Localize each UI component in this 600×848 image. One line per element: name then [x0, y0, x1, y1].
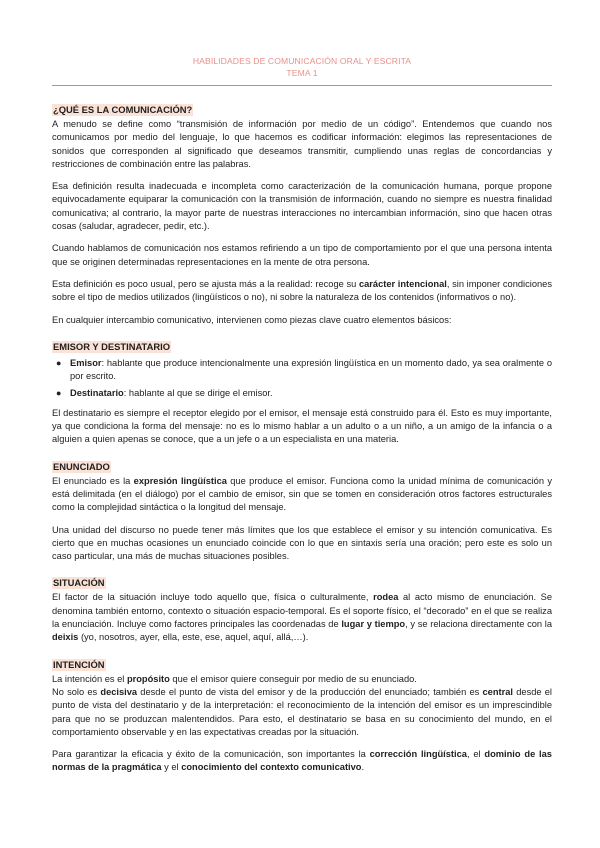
text-run: El factor de la situación incluye todo aquello que, física o culturalmente,: [52, 592, 374, 603]
text-run: , y se relaciona directamente con la: [405, 619, 552, 630]
text-run: , el: [466, 749, 485, 760]
paragraph: Cuando hablamos de comunicación nos estamos refiriendo a un tipo de comportamiento por el que una persona intenta que se originen determinadas representaciones en la mente de otra persona.: [52, 243, 552, 267]
bold-term: Destinatario: [70, 388, 124, 399]
section-heading: EMISOR Y DESTINATARIO: [53, 340, 171, 352]
bold-term: corrección lingüística: [369, 749, 467, 760]
bold-term: lugar y tiempo: [341, 619, 406, 630]
bold-term: decisiva: [100, 686, 138, 697]
paragraph: [52, 591, 552, 644]
text-run: El enunciado es la: [52, 475, 134, 486]
paragraph: A menudo se define como “transmisión de información por medio de un código”. Entendemos que cuando nos comunicamos por medio del lenguaje, lo que hacemos es codificar información: elegimos las representaciones de sonidos que corresponden al significado que deseamos transmitir, cumpliendo unas reglas de concordancias y restricciones de combinación entre las palabras.: [52, 119, 552, 169]
document-header: [52, 55, 552, 79]
text-run: y el: [161, 762, 182, 773]
paragraph: En cualquier intercambio comunicativo, intervienen como piezas clave cuatro elementos básicos:: [52, 314, 452, 325]
bold-term: Emisor: [70, 357, 102, 368]
section-communication: [52, 100, 552, 327]
text-run: : hablante que produce intencionalmente una expresión lingüística en un momento dado, ya sea oralmente o por escrito.: [70, 357, 552, 382]
paragraph: [52, 686, 552, 739]
header-divider: [52, 85, 552, 86]
paragraph: El destinatario es siempre el receptor elegido por el emisor, el mensaje está construido para él. Esto es muy importante, ya que condiciona la forma del mensaje: no es lo mismo hablar a un adulto o a un niño, a un amigo de la infancia o a alguien a quien apenas se conoce, que a un jefe o a un especialista en una materia.: [52, 407, 552, 445]
bold-term: carácter intencional: [358, 278, 447, 289]
bullet-icon: ●: [56, 388, 62, 399]
section-intention: [52, 655, 552, 775]
section-utterance: [52, 457, 552, 564]
paragraph: [52, 475, 552, 515]
bold-term: dominio de las normas de la pragmática: [52, 749, 552, 773]
text-run: Esta definición es poco usual, pero se ajusta más a la realidad: recoge su: [52, 278, 359, 289]
text-run: , sin imponer condiciones sobre el tipo de medios utilizados (lingüísticos o no), ni sobre la naturaleza de los contenidos (informativos o no).: [52, 278, 552, 303]
paragraph: [52, 278, 552, 305]
bold-term: propósito: [126, 673, 170, 684]
text-run: al acto mismo de enunciación. Se denomina también entorno, contexto o situación espacio-temporal. Es el soporte físico, el “decorado” en el que se realiza la enunciación. Incluye como factores principales las coordenadas de: [52, 592, 552, 630]
text-run: que produce el emisor. Funciona como la unidad mínima de comunicación y está delimitada (en el diálogo) por el cambio de emisor, sin que se tomen en consideración otros factores estructurales como la complejidad sintáctica o la longitud del mensaje.: [52, 475, 553, 513]
text-run: La intención es el: [52, 673, 127, 684]
section-heading: SITUACIÓN: [53, 577, 105, 589]
bold-term: expresión lingüística: [133, 475, 227, 486]
text-run: (yo, nosotros, ayer, ella, este, ese, aquel, aquí, allá,…).: [78, 632, 309, 643]
text-run: No solo es: [52, 686, 101, 697]
section-heading: ENUNCIADO: [53, 460, 110, 472]
bold-term: rodea: [373, 592, 399, 603]
bullet-list: [52, 357, 552, 401]
paragraph: Esa definición resulta inadecuada e incompleta como caracterización de la comunicación humana, porque propone equivocadamente equiparar la comunicación con la transmisión de información, cuando no siempre es nuestra finalidad comunicativa; al contrario, la mayor parte de nuestras interacciones no intercambian información, sino que hacen otras cosas (saludar, agradecer, pedir, etc.).: [52, 181, 552, 232]
bold-term: central: [482, 686, 514, 697]
text-run: que el emisor quiere conseguir por medio de su enunciado.: [169, 673, 417, 684]
document-title: HABILIDADES DE COMUNICACIÓN ORAL Y ESCRITA: [192, 56, 412, 66]
bullet-icon: ●: [56, 357, 62, 368]
paragraph: [52, 748, 552, 775]
bold-term: conocimiento del contexto comunicativo: [181, 762, 362, 773]
list-item: [52, 387, 552, 400]
text-run: : hablante al que se dirige el emisor.: [123, 388, 273, 399]
section-heading: INTENCIÓN: [53, 658, 105, 670]
text-run: Para garantizar la eficacia y éxito de la comunicación, son importantes la: [52, 749, 370, 760]
section-heading: ¿QUÉ ES LA COMUNICACIÓN?: [53, 104, 193, 115]
text-run: desde el punto de vista del emisor y de la producción del enunciado; también es: [137, 686, 483, 697]
text-run: desde el punto de vista del destinatario y de la interpretación: el reconocimiento de la intención del emisor es un imprescindible para que no se produzcan malentendidos. Para esto, el destinatario se basa en su conocimiento del mundo, en el comportamiento observable y en las expectativas creadas por la situación.: [52, 686, 552, 737]
text-run: .: [361, 762, 365, 773]
section-situation: [52, 573, 552, 644]
paragraph: [52, 673, 552, 686]
list-item: [52, 357, 552, 384]
document-subtitle: TEMA 1: [286, 68, 318, 78]
paragraph: Una unidad del discurso no puede tener más límites que los que establece el emisor y su intención comunicativa. Es cierto que en muchas ocasiones un enunciado coincide con lo que en sintaxis sería una oración; pero este es solo un caso particular, una más de muchas situaciones posibles.: [52, 524, 552, 562]
bold-term: deixis: [52, 632, 79, 643]
section-sender-receiver: [52, 337, 552, 447]
